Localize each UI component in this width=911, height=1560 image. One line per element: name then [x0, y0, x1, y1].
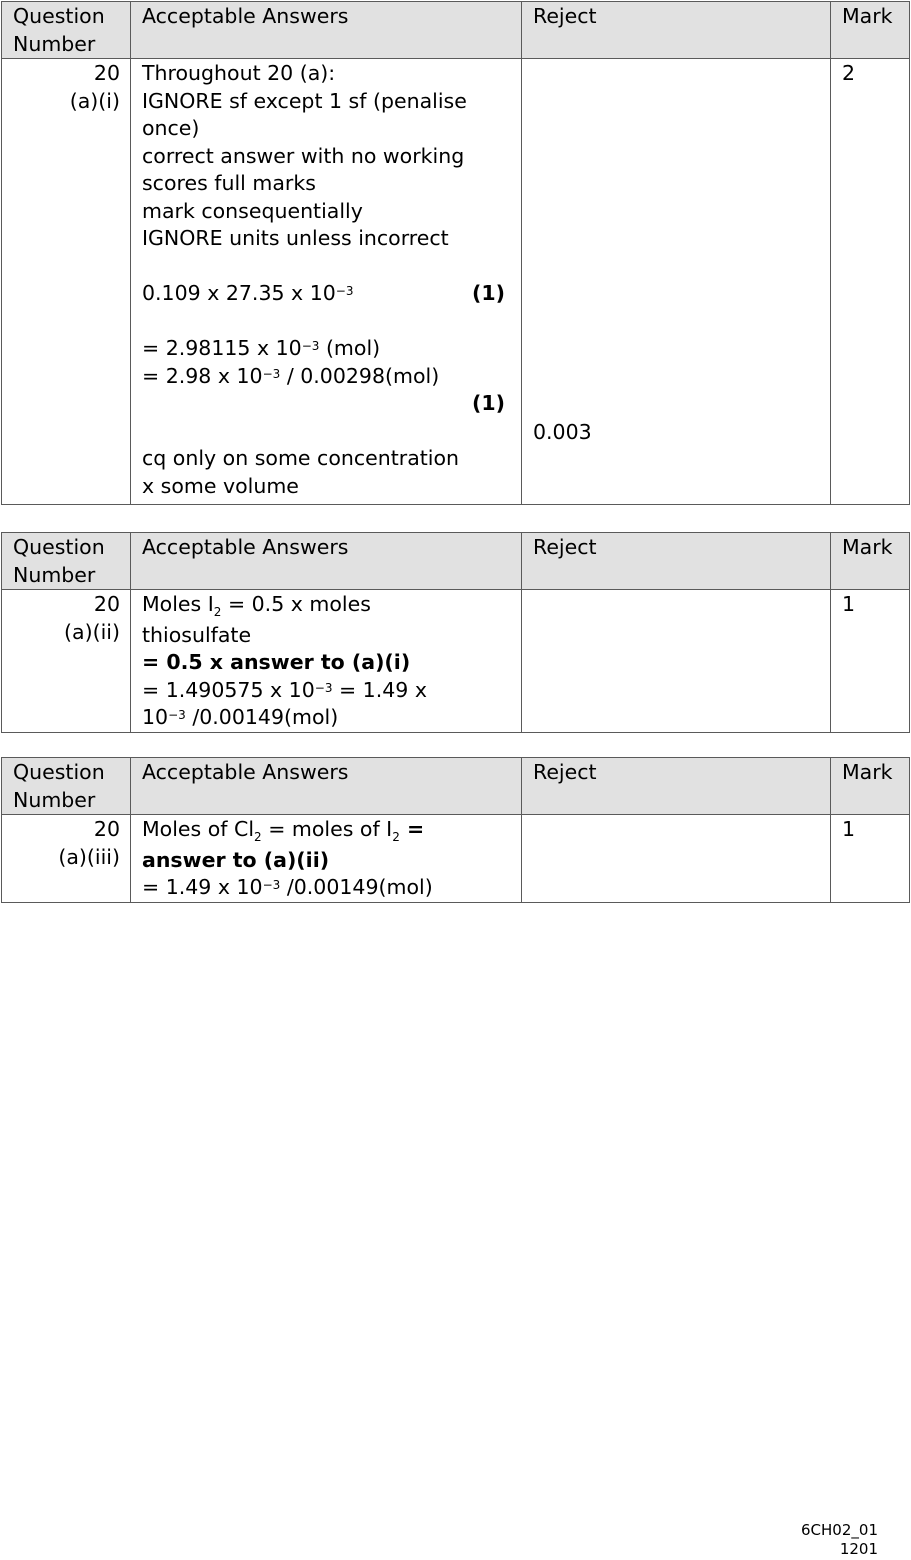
acceptable-answers-cell: Throughout 20 (a): IGNORE sf except 1 sf (penalise once) correct answer with no working scores full marks mark consequentially IGNORE units unless incorrect 0.109 x 27.35 x $10^{-3}$ (1) = 2.98115 x $10^{-3}$ (mol) = 2.98 x $10^{-3} / 0.00298(mol)$ (1) cq only on some concentration x some volume [131, 59, 522, 505]
header-question-number: Question Number [2, 758, 131, 815]
mark-cell: 2 [831, 59, 910, 505]
header-mark: Mark [831, 758, 910, 815]
table-row [2, 590, 910, 733]
mark-allocation: (1) [471, 391, 505, 415]
reject-cell [522, 59, 831, 505]
calculation-step-2: = 2.98115 x $10^{-3}$ (mol) [142, 336, 381, 360]
header-row [2, 758, 910, 815]
question-number-cell: 20 (a)(iii) [2, 815, 131, 903]
paper-code: 6CH02_01 [801, 1521, 878, 1539]
header-mark: Mark [831, 2, 910, 59]
reject-value: 0.003 [533, 419, 592, 444]
mark-cell: 1 [831, 590, 910, 733]
header-question-number: Question Number [2, 533, 131, 590]
exam-session: 1201 [839, 1540, 878, 1558]
question-number-cell: 20 (a)(ii) [2, 590, 131, 733]
header-acceptable-answers: Acceptable Answers [131, 758, 522, 815]
reject-cell [522, 815, 831, 903]
header-reject: Reject [522, 533, 831, 590]
header-reject: Reject [522, 758, 831, 815]
calculation-step-1: 0.109 x 27.35 x $10^{-3}$ (1) [142, 280, 511, 308]
acceptable-answers-cell: Moles $I_2 = 0.5$ x moles thiosulfate = 0.5 x answer to (a)(i) = 1.490575 x $10^{-3} = 1.49$ x $10^{-3}$ /0.00149(mol) [131, 590, 522, 733]
header-mark: Mark [831, 533, 910, 590]
mark-scheme-table-20aii [1, 532, 910, 733]
table-row [2, 59, 910, 505]
header-reject: Reject [522, 2, 831, 59]
mark-scheme-table-20aiii [1, 757, 910, 903]
mark-scheme-table-20ai [1, 1, 910, 505]
reject-cell [522, 590, 831, 733]
question-number-cell: 20 (a)(i) [2, 59, 131, 505]
acceptable-answers-cell: Moles of $Cl_2$ = moles of $I_2$ = answer to (a)(ii) = 1.49 x $10^{-3}$ /0.00149(mol) [131, 815, 522, 903]
page-footer [801, 1521, 878, 1559]
header-acceptable-answers: Acceptable Answers [131, 533, 522, 590]
header-acceptable-answers: Acceptable Answers [131, 2, 522, 59]
calculation-step-3: = 2.98 x $10^{-3} / 0.00298(mol)$ [142, 363, 440, 388]
mark-allocation: (1) [471, 281, 505, 305]
table-row [2, 815, 910, 903]
mark-cell: 1 [831, 815, 910, 903]
header-question-number: Question Number [2, 2, 131, 59]
header-row [2, 533, 910, 590]
header-row [2, 2, 910, 59]
